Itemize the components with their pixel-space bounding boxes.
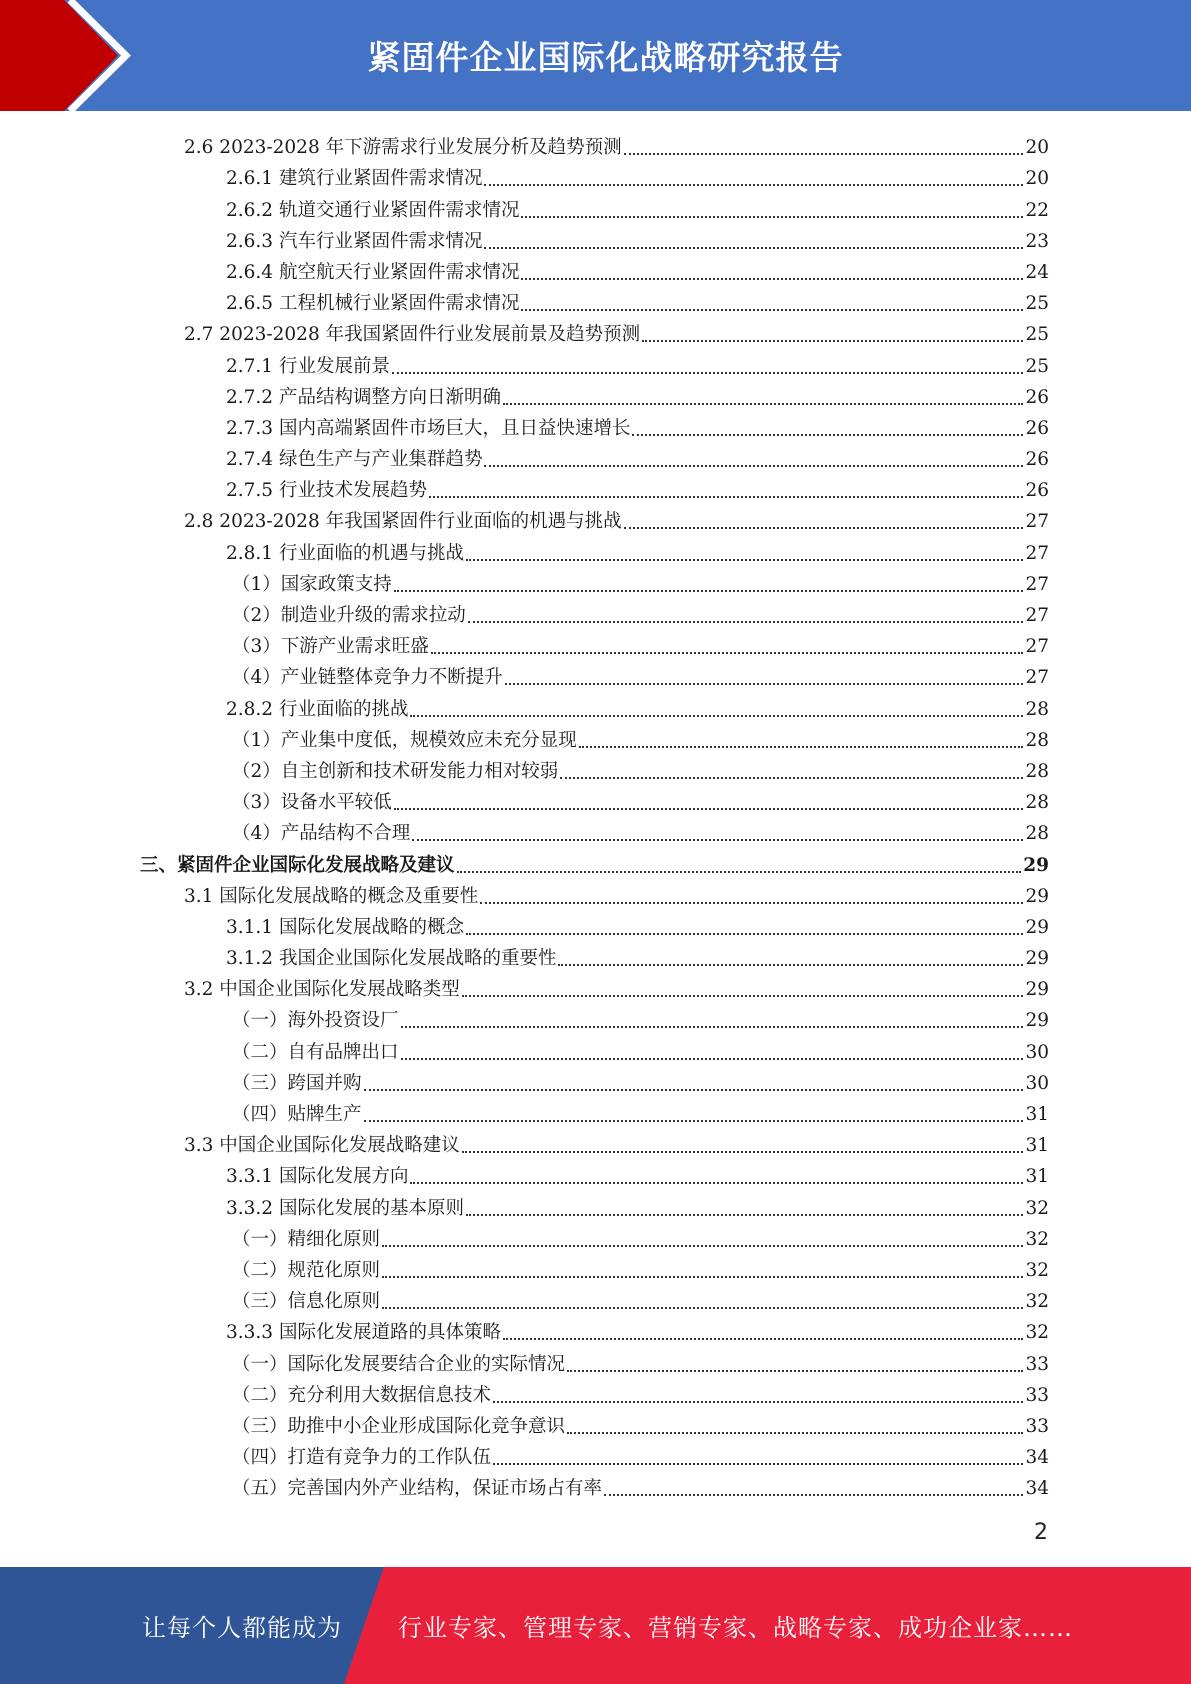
toc-entry-title: （四）贴牌生产 [232,1104,362,1125]
toc-leader-dots [484,465,1023,467]
footer-slogan-left: 让每个人都能成为 [142,1614,342,1642]
toc-entry-page: 29 [1025,885,1049,907]
toc-entry-title: （1）国家政策支持 [232,573,392,595]
toc-entry-page: 29 [1023,854,1049,876]
toc-leader-dots [466,559,1023,561]
toc-entry-page: 29 [1025,979,1049,1001]
toc-entry-title: （1）产业集中度低，规模效应未充分显现 [232,729,577,751]
toc-entry-page: 29 [1025,916,1049,938]
toc-entry-title: （二）自有品牌出口 [232,1041,399,1063]
toc-leader-dots [466,933,1023,935]
toc-entry-page: 27 [1025,667,1049,689]
toc-entry-page: 32 [1025,1228,1049,1250]
toc-entry-title: （一）精细化原则 [232,1228,381,1250]
toc-entry-title: 3.3.1 国际化发展方向 [226,1166,409,1188]
toc-entry-page: 23 [1025,230,1049,252]
toc-entry-page: 25 [1025,324,1049,346]
toc-entry-title: （四）打造有竞争力的工作队伍 [232,1447,492,1469]
toc-entry[interactable] [140,1345,1049,1376]
toc-entry-page: 27 [1025,511,1049,533]
toc-entry[interactable] [140,191,1049,222]
toc-entry-title: 2.7.1 行业发展前景 [226,355,390,377]
toc-entry-page: 27 [1025,573,1049,595]
toc-entry[interactable] [140,1283,1049,1314]
toc-leader-dots [624,153,1024,155]
toc-entry[interactable] [140,503,1049,534]
toc-entry-title: 2.6.4 航空航天行业紧固件需求情况 [226,261,520,283]
toc-entry-page: 26 [1025,386,1049,408]
toc-entry-page: 32 [1025,1197,1049,1219]
toc-entry[interactable] [140,1439,1049,1470]
toc-leader-dots [567,1370,1023,1372]
toc-entry[interactable] [140,1002,1049,1033]
toc-leader-dots [394,808,1024,810]
toc-leader-dots [394,590,1024,592]
toc-entry-page: 26 [1025,449,1049,471]
toc-entry-title: （五）完善国内外产业结构，保证市场占有率 [232,1478,603,1500]
toc-leader-dots [468,621,1024,623]
toc-leader-dots [579,746,1024,748]
toc-leader-dots [429,496,1023,498]
toc-entry-title: 2.6.5 工程机械行业紧固件需求情况 [226,293,520,315]
toc-leader-dots [364,1089,1024,1091]
toc-entry-page: 27 [1025,605,1049,626]
toc-leader-dots [457,871,1022,873]
footer-slogan-right: 行业专家、管理专家、营销专家、战略专家、成功企业家…… [398,1614,1073,1642]
toc-entry-page: 34 [1025,1447,1049,1469]
toc-entry[interactable] [140,846,1049,877]
toc-leader-dots [410,715,1023,717]
toc-entry-page: 27 [1025,636,1049,658]
toc-entry-page: 30 [1025,1072,1049,1094]
toc-entry-page: 22 [1025,199,1049,221]
toc-entry-page: 31 [1025,1104,1049,1125]
toc-entry[interactable] [140,410,1049,441]
toc-entry-title: （三）跨国并购 [232,1072,362,1094]
toc-entry[interactable] [140,628,1049,659]
toc-entry[interactable] [140,1127,1049,1158]
toc-entry[interactable] [140,1377,1049,1408]
toc-entry-title: 2.7.4 绿色生产与产业集群趋势 [226,449,483,471]
toc-entry-title: （3）设备水平较低 [232,792,392,814]
toc-entry-title: 2.6.3 汽车行业紧固件需求情况 [226,230,483,252]
toc-entry-page: 32 [1025,1259,1049,1281]
toc-leader-dots [462,1151,1024,1153]
toc-entry[interactable] [140,160,1049,191]
toc-entry[interactable] [140,316,1049,347]
toc-entry[interactable] [140,534,1049,565]
toc-entry-title: （三）信息化原则 [232,1291,381,1313]
toc-leader-dots [503,1338,1023,1340]
toc-entry[interactable] [140,441,1049,472]
toc-entry[interactable] [140,1314,1049,1345]
toc-leader-dots [560,777,1023,779]
toc-entry-title: （一）海外投资设厂 [232,1010,399,1032]
toc-leader-dots [558,964,1023,966]
toc-entry[interactable] [140,347,1049,378]
toc-leader-dots [624,527,1024,529]
toc-entry[interactable] [140,1470,1049,1501]
toc-entry[interactable] [140,971,1049,1002]
toc-entry-title: 2.6.1 建筑行业紧固件需求情况 [226,168,483,190]
toc-entry-page: 34 [1025,1478,1049,1500]
toc-entry-title: （2）制造业升级的需求拉动 [232,605,466,626]
toc-entry-page: 27 [1025,542,1049,564]
toc-entry[interactable] [140,223,1049,254]
toc-leader-dots [480,902,1023,904]
toc-leader-dots [484,247,1023,249]
toc-leader-dots [493,1401,1023,1403]
toc-entry-title: 2.8.1 行业面临的机遇与挑战 [226,542,464,564]
toc-leader-dots [401,1026,1024,1028]
toc-entry-title: 3.3.3 国际化发展道路的具体策略 [226,1322,501,1344]
toc-entry-title: 3.1.2 我国企业国际化发展战略的重要性 [226,948,557,970]
toc-leader-dots [431,652,1024,654]
toc-entry-page: 28 [1025,823,1049,845]
toc-entry[interactable] [140,1065,1049,1096]
toc-entry[interactable] [140,1252,1049,1283]
toc-entry-title: 2.7.5 行业技术发展趋势 [226,480,427,502]
toc-entry-page: 26 [1025,417,1049,439]
toc-entry-page: 28 [1025,698,1049,720]
toc-entry-page: 24 [1025,261,1049,283]
toc-leader-dots [521,309,1023,311]
toc-entry-page: 31 [1025,1166,1049,1188]
toc-entry-page: 32 [1025,1291,1049,1313]
header-red-chevron [0,0,150,111]
toc-entry-title: 2.7.3 国内高端紧固件市场巨大，且日益快速增长 [226,417,631,439]
toc-leader-dots [503,403,1023,405]
toc-entry-title: 2.6 2023-2028 年下游需求行业发展分析及趋势预测 [184,137,622,159]
toc-leader-dots [412,839,1023,841]
toc-leader-dots [410,1182,1023,1184]
toc-entry-title: 3.1.1 国际化发展战略的概念 [226,916,464,938]
toc-entry[interactable] [140,1158,1049,1189]
toc-leader-dots [382,1307,1023,1309]
toc-entry[interactable] [140,254,1049,285]
toc-leader-dots [382,1245,1023,1247]
page-title: 紧固件企业国际化战略研究报告 [367,38,844,77]
toc-entry-page: 25 [1025,355,1049,377]
toc-entry-page: 28 [1025,792,1049,814]
toc-entry[interactable] [140,1221,1049,1252]
toc-leader-dots [642,340,1023,342]
page-header [0,0,1191,111]
toc-entry[interactable] [140,659,1049,690]
toc-entry-page: 33 [1025,1415,1049,1437]
toc-entry-page: 33 [1025,1353,1049,1375]
toc-leader-dots [466,1214,1023,1216]
toc-entry-page: 26 [1025,480,1049,502]
toc-entry[interactable] [140,379,1049,410]
toc-leader-dots [521,216,1023,218]
toc-entry[interactable] [140,784,1049,815]
toc-entry[interactable] [140,940,1049,971]
toc-leader-dots [462,995,1024,997]
toc-leader-dots [382,1276,1023,1278]
toc-entry-page: 20 [1025,168,1049,190]
toc-entry[interactable] [140,285,1049,316]
toc-entry[interactable] [140,753,1049,784]
toc-entry-page: 20 [1025,137,1049,159]
toc-leader-dots [484,184,1023,186]
toc-leader-dots [392,372,1023,374]
toc-entry-title: 3.1 国际化发展战略的概念及重要性 [184,885,479,907]
toc-entry-title: 三、紧固件企业国际化发展战略及建议 [140,854,455,876]
toc-entry-title: 3.2 中国企业国际化发展战略类型 [184,979,460,1001]
toc-entry-page: 29 [1025,1010,1049,1032]
toc-entry-page: 33 [1025,1384,1049,1406]
toc-entry-title: 3.3 中国企业国际化发展战略建议 [184,1135,460,1157]
toc-entry[interactable] [140,909,1049,940]
toc-entry[interactable] [140,690,1049,721]
toc-entry[interactable] [140,878,1049,909]
toc-entry[interactable] [140,1033,1049,1064]
toc-leader-dots [364,1120,1024,1122]
toc-leader-dots [505,683,1024,685]
page-number: 2 [1034,1520,1048,1545]
toc-entry-title: 3.3.2 国际化发展的基本原则 [226,1197,464,1219]
toc-entry-title: （二）规范化原则 [232,1259,381,1281]
toc-leader-dots [604,1494,1023,1496]
toc-entry-page: 28 [1025,760,1049,782]
toc-entry-title: （3）下游产业需求旺盛 [232,636,429,658]
toc-entry-title: 2.8 2023-2028 年我国紧固件行业面临的机遇与挑战 [184,511,622,533]
toc-entry[interactable] [140,722,1049,753]
toc-entry[interactable] [140,566,1049,597]
toc-entry-title: （2）自主创新和技术研发能力相对较弱 [232,760,559,782]
toc-entry[interactable] [140,472,1049,503]
toc-leader-dots [521,278,1023,280]
toc-entry[interactable] [140,1408,1049,1439]
toc-entry[interactable] [140,1096,1049,1127]
toc-leader-dots [401,1058,1024,1060]
toc-entry[interactable] [140,1189,1049,1220]
toc-entry[interactable] [140,815,1049,846]
table-of-contents [140,129,1049,1501]
toc-entry[interactable] [140,597,1049,628]
toc-entry-title: （4）产品结构不合理 [232,823,411,845]
toc-entry-page: 31 [1025,1135,1049,1157]
toc-leader-dots [567,1432,1023,1434]
toc-entry-page: 32 [1025,1322,1049,1344]
page-footer [0,1567,1191,1684]
toc-entry[interactable] [140,129,1049,160]
toc-leader-dots [632,434,1023,436]
toc-entry-title: （二）充分利用大数据信息技术 [232,1384,492,1406]
toc-entry-title: （一）国际化发展要结合企业的实际情况 [232,1353,566,1375]
toc-entry-page: 28 [1025,729,1049,751]
toc-entry-title: （4）产业链整体竞争力不断提升 [232,667,503,689]
toc-entry-title: （三）助推中小企业形成国际化竞争意识 [232,1415,566,1437]
toc-entry-page: 30 [1025,1041,1049,1063]
toc-entry-title: 2.7 2023-2028 年我国紧固件行业发展前景及趋势预测 [184,324,641,346]
toc-entry-title: 2.6.2 轨道交通行业紧固件需求情况 [226,199,520,221]
toc-entry-page: 29 [1025,948,1049,970]
toc-entry-page: 25 [1025,293,1049,315]
toc-entry-title: 2.7.2 产品结构调整方向日渐明确 [226,386,501,408]
toc-entry-title: 2.8.2 行业面临的挑战 [226,698,409,720]
toc-leader-dots [493,1463,1023,1465]
